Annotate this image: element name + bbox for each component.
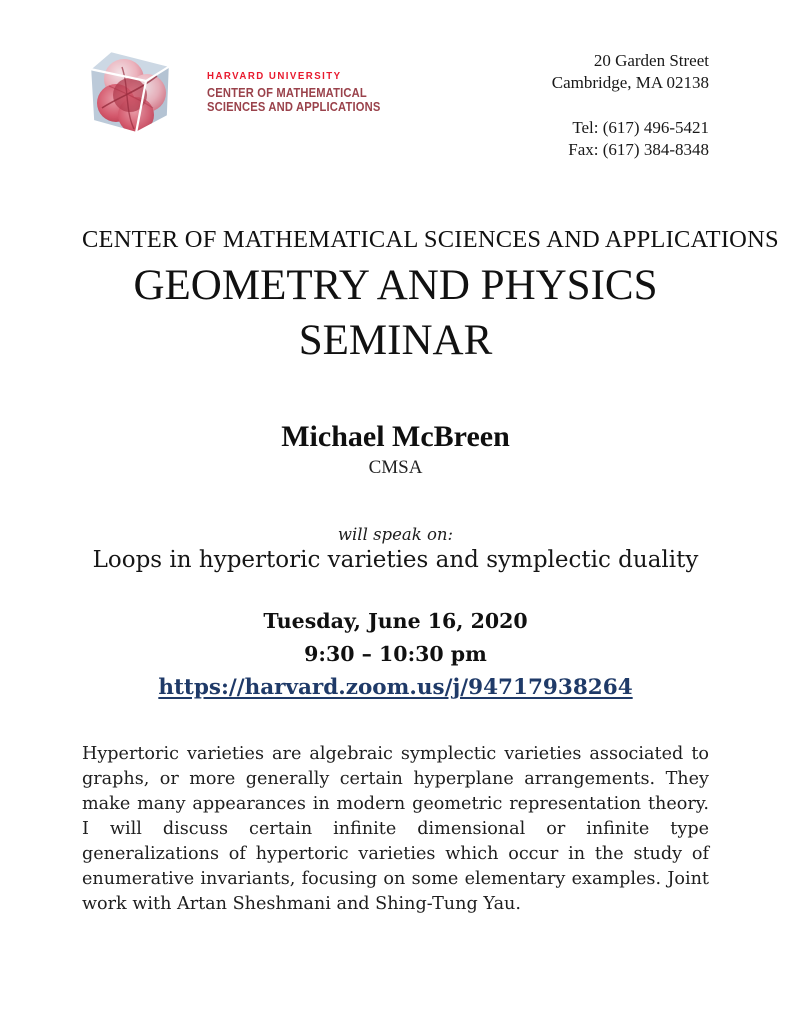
brand-center-line: CENTER OF MATHEMATICAL [207,84,367,100]
cmsa-cube-logo-icon [82,48,194,145]
speaker-name: Michael McBreen [281,419,510,453]
event-link-row [82,675,709,700]
address-tel: Tel: (617) 496-5421 [572,117,709,137]
talk-title: Loops in hypertoric varieties and symplectic duality [92,546,699,573]
address-fax: Fax: (617) 384-8348 [568,140,709,160]
address-block [552,48,709,162]
zoom-meeting-link[interactable]: https://harvard.zoom.us/j/94717938264 [158,674,633,700]
event-details [82,609,709,700]
event-date: Tuesday, June 16, 2020 [263,608,528,633]
brand-harvard-university: HARVARD UNIVERSITY [207,70,342,82]
header [82,48,709,162]
address-spacer [552,95,709,117]
lead-in-text: will speak on: [337,524,454,544]
event-time: 9:30 – 10:30 pm [304,641,487,666]
speaker-affiliation: CMSA [368,456,423,478]
department-heading: CENTER OF MATHEMATICAL SCIENCES AND APPLICATIONS [82,225,779,253]
address-street: 20 Garden Street [593,51,709,70]
brand-text [207,71,409,115]
abstract-text: Hypertoric varieties are algebraic symplectic varieties associated to graphs, or more generally certain hyperplane arrangements. They make many appearances in modern geometric representation theory. I will discuss certain infinite dimensional or infinite type generalizations of hypertoric varieties which occur in the study of enumerative invariants, focusing on some elementary examples. Joint work with Artan Sheshmani and Shing-Tung Yau. [82,743,709,914]
brand-sciences-line: SCIENCES AND APPLICATIONS [207,99,381,115]
seminar-title: GEOMETRY AND PHYSICS SEMINAR [133,261,658,364]
address-city: Cambridge, MA 02138 [551,73,709,93]
cmsa-logo [82,48,409,145]
